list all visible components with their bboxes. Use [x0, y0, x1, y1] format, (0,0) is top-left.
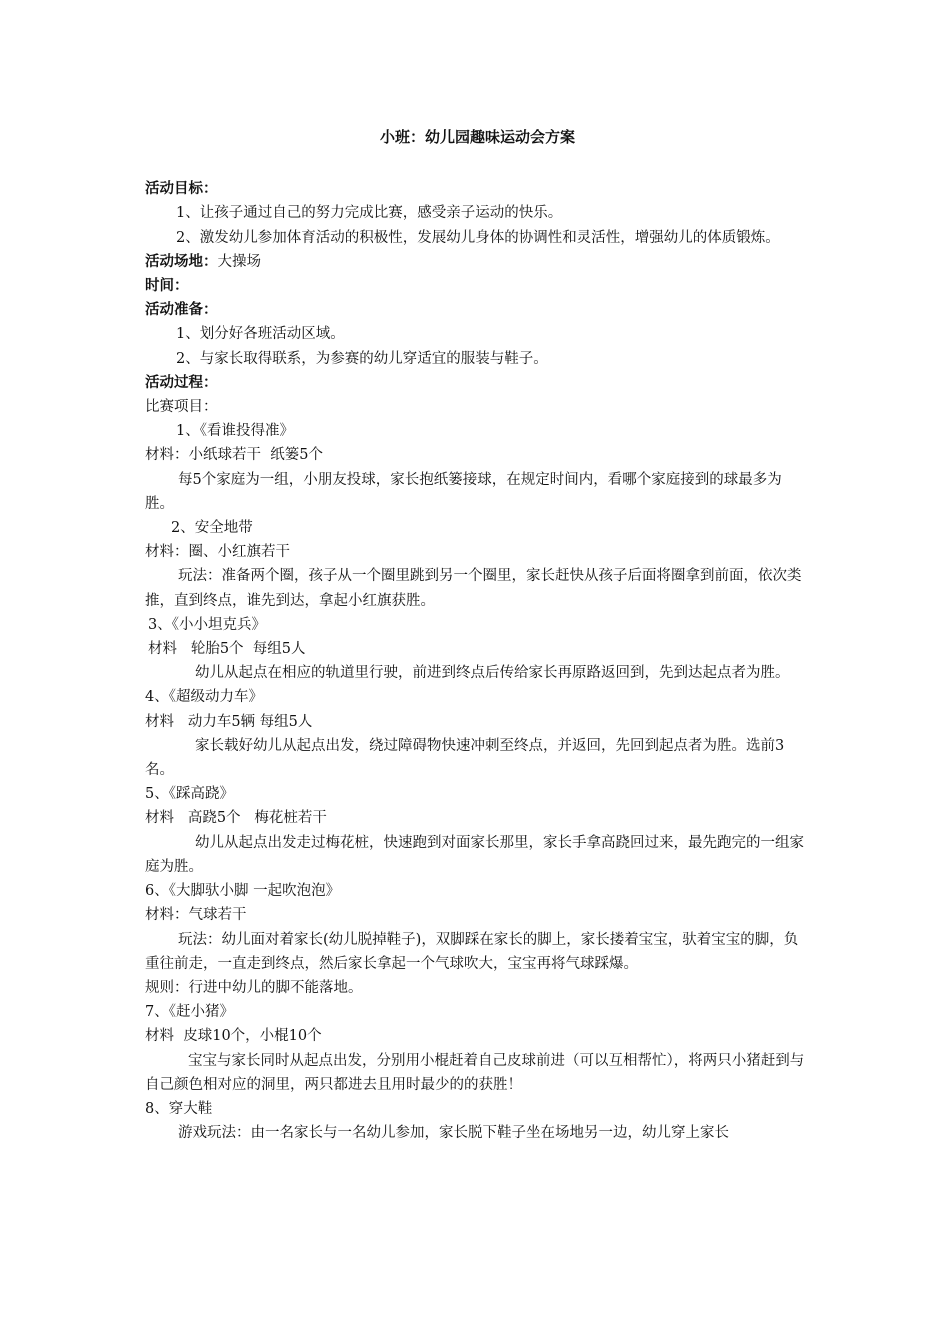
event-material: 材料 高跷5个 梅花桩若干 — [145, 810, 327, 827]
prep-item: 2、与家长取得联系，为参赛的幼儿穿适宜的服装与鞋子。 — [176, 350, 548, 367]
goal-item: 1、让孩子通过自己的努力完成比赛，感受亲子运动的快乐。 — [176, 205, 563, 222]
event-desc: 玩法：准备两个圈，孩子从一个圈里跳到另一个圈里，家长赶快从孩子后面将圈拿到前面，依次类推，直到终点，谁先到达，拿起小红旗获胜。 — [145, 568, 802, 609]
event-name: 4、《超级动力车》 — [145, 689, 263, 706]
event-desc: 每5个家庭为一组，小朋友投球，家长抱纸篓接球，在规定时间内，看哪个家庭接到的球最多为胜。 — [145, 471, 782, 512]
process-subheading: 比赛项目： — [145, 399, 218, 416]
event-name: 3、《小小坦克兵》 — [148, 616, 266, 633]
document-title: 小班：幼儿园趣味运动会方案 — [379, 128, 575, 146]
prep-item: 1、划分好各班活动区域。 — [176, 326, 345, 343]
event-material: 材料：小纸球若干 纸篓5个 — [145, 447, 323, 464]
event-material: 材料 动力车5辆 每组5人 — [145, 713, 313, 730]
goal-heading: 活动目标： — [145, 180, 218, 198]
event-desc: 幼儿从起点在相应的轨道里行驶，前进到终点后传给家长再原路返回到，先到达起点者为胜。 — [195, 665, 790, 682]
event-material: 材料：气球若干 — [145, 907, 247, 924]
event-name: 2、安全地带 — [171, 520, 253, 537]
event-material: 材料 皮球10个，小棍10个 — [145, 1028, 322, 1045]
event-desc: 游戏玩法：由一名家长与一名幼儿参加，家长脱下鞋子坐在场地另一边，幼儿穿上家长 — [178, 1125, 729, 1142]
document-body — [145, 125, 810, 1145]
event-name: 7、《赶小猪》 — [145, 1004, 234, 1021]
venue-label: 活动场地： — [145, 252, 218, 270]
event-name: 8、穿大鞋 — [145, 1100, 213, 1117]
prep-heading: 活动准备： — [145, 301, 218, 319]
goal-item: 2、激发幼儿参加体育活动的积极性，发展幼儿身体的协调性和灵活性，增强幼儿的体质锻炼。 — [176, 229, 780, 246]
event-desc: 幼儿从起点出发走过梅花桩，快速跑到对面家长那里，家长手拿高跷回过来，最先跑完的一组家庭为胜。 — [145, 834, 804, 875]
venue-line — [145, 250, 810, 274]
process-heading: 活动过程： — [145, 373, 218, 391]
event-material: 材料：圈、小红旗若干 — [145, 544, 290, 561]
event-rule: 规则：行进中幼儿的脚不能落地。 — [145, 979, 363, 996]
venue-value: 大操场 — [217, 253, 261, 270]
event-name: 6、《大脚驮小脚 一起吹泡泡》 — [145, 883, 341, 900]
event-desc: 家长载好幼儿从起点出发，绕过障碍物快速冲刺至终点，并返回，先回到起点者为胜。选前3名。 — [145, 737, 785, 779]
time-label: 时间： — [145, 277, 189, 295]
event-material: 材料 轮胎5个 每组5人 — [148, 641, 306, 658]
event-desc: 宝宝与家长同时从起点出发，分别用小棍赶着自己皮球前进（可以互相帮忙），将两只小猪赶到与自己颜色相对应的洞里，两只都进去且用时最少的的获胜！ — [145, 1052, 805, 1093]
event-desc: 玩法：幼儿面对着家长(幼儿脱掉鞋子)，双脚踩在家长的脚上，家长搂着宝宝，驮着宝宝的脚，负重往前走，一直走到终点，然后家长拿起一个气球吹大，宝宝再将气球踩爆。 — [145, 931, 799, 972]
event-name: 1、《看谁投得准》 — [176, 423, 294, 440]
event-name: 5、《踩高跷》 — [145, 786, 234, 803]
